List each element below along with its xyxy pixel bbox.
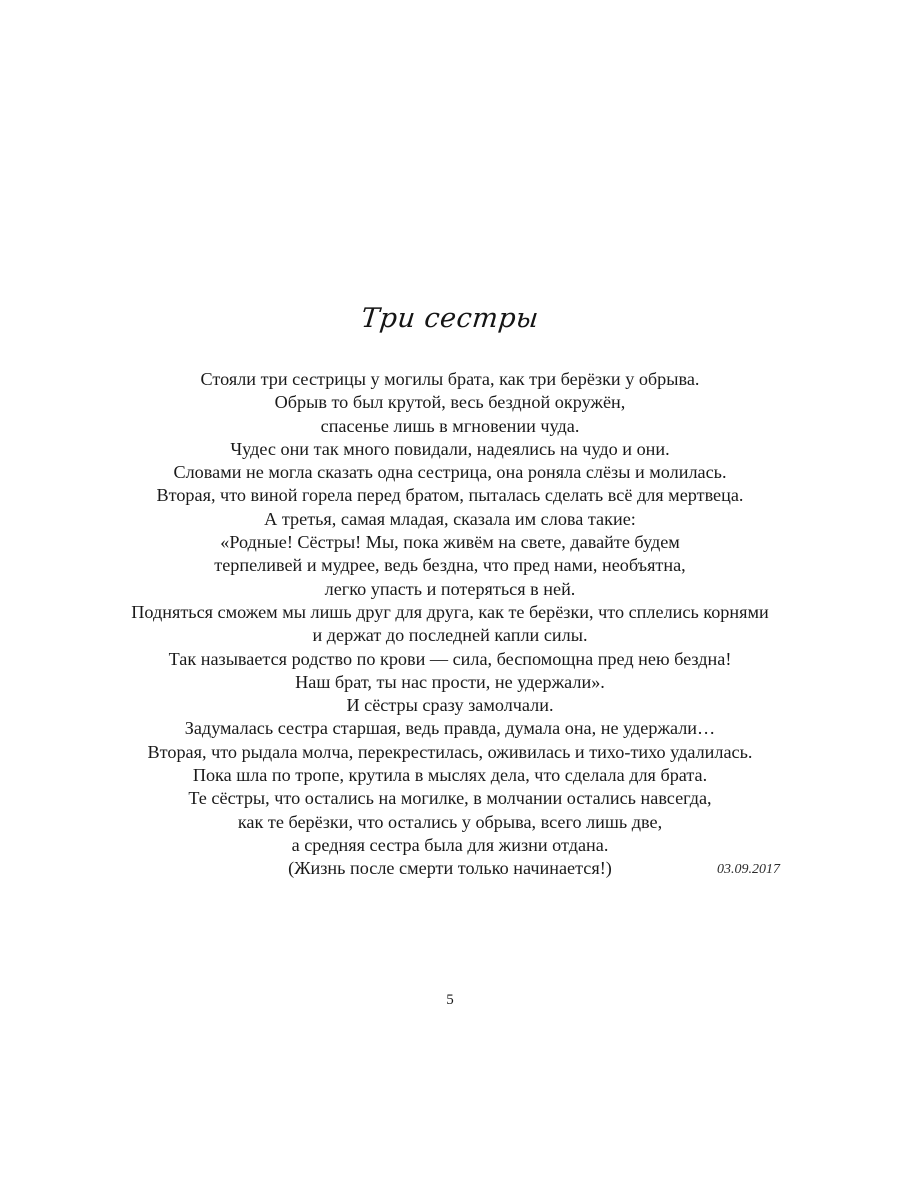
poem-line: «Родные! Сёстры! Мы, пока живём на свете, давайте будем — [220, 532, 680, 553]
poem-line: Вторая, что рыдала молча, перекрестилась, оживилась и тихо-тихо удалилась. — [147, 741, 753, 762]
poem-line: Словами не могла сказать одна сестрица, она роняла слёзы и молилась. — [173, 462, 727, 483]
poem-body — [60, 368, 840, 881]
poem-title: Три сестры — [359, 303, 541, 334]
poem-line: Чудес они так много повидали, надеялись на чудо и они. — [230, 438, 670, 459]
poem-line: легко упасть и потеряться в ней. — [324, 578, 576, 599]
poem-line: А третья, самая младая, сказала им слова такие: — [264, 508, 636, 529]
poem-line: и держат до последней капли силы. — [312, 625, 588, 646]
poem-line: И сёстры сразу замолчали. — [346, 695, 554, 716]
poem-line: Те сёстры, что остались на могилке, в молчании остались навсегда, — [188, 788, 712, 809]
poem-line: Наш брат, ты нас прости, не удержали». — [295, 671, 605, 692]
poem-line: (Жизнь после смерти только начинается!) — [288, 858, 612, 879]
poem-date: 03.09.2017 — [717, 862, 780, 877]
poem-line: Вторая, что виной горела перед братом, пыталась сделать всё для мертвеца. — [156, 485, 744, 506]
poem-line: Пока шла по тропе, крутила в мыслях дела, что сделала для брата. — [192, 765, 708, 786]
poem-line: Подняться сможем мы лишь друг для друга, как те берёзки, что сплелись корнями — [131, 601, 769, 622]
poem-line: спасенье лишь в мгновении чуда. — [320, 415, 580, 436]
poem-line: Обрыв то был крутой, весь бездной окружён, — [274, 392, 626, 413]
poem-line: как те берёзки, что остались у обрыва, всего лишь две, — [237, 811, 663, 832]
poem-line: Так называется родство по крови — сила, беспомощна пред нею бездна! — [168, 648, 732, 669]
poem-line: а средняя сестра была для жизни отдана. — [291, 834, 609, 855]
poem-line: Задумалась сестра старшая, ведь правда, думала она, не удержали… — [184, 718, 716, 739]
poem-line: Стояли три сестрицы у могилы брата, как три берёзки у обрыва. — [200, 369, 700, 389]
poem-line: терпеливей и мудрее, ведь бездна, что пред нами, необъятна, — [214, 555, 686, 576]
page-number: 5 — [446, 992, 454, 1008]
